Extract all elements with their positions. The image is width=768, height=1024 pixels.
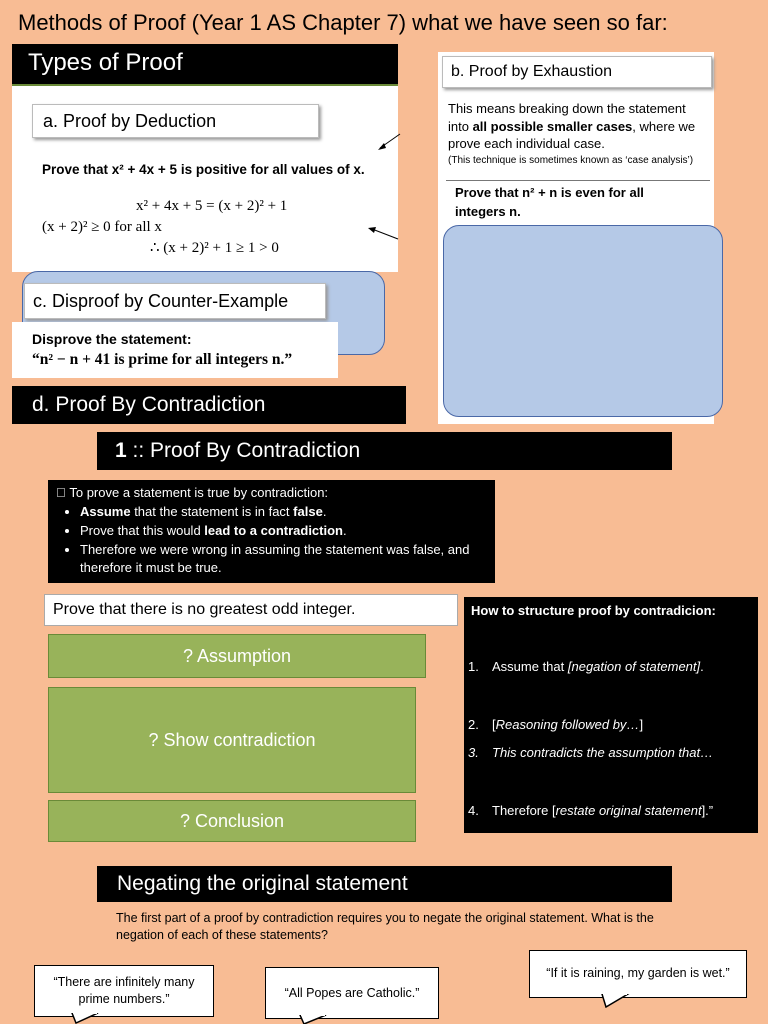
exhaustion-label-text: b. Proof by Exhaustion: [451, 63, 612, 80]
statement-1-text: “There are infinitely many prime numbers.”: [53, 975, 195, 1006]
contradiction-heading: [12, 386, 406, 424]
deduction-label-text: a. Proof by Deduction: [43, 111, 217, 131]
rules-list: [56, 503, 487, 578]
rules-box: [48, 480, 495, 583]
speech-tail-icon: [600, 994, 630, 1008]
structure-step-3: [468, 745, 752, 760]
speech-tail-icon: [70, 1013, 100, 1024]
exhaustion-prompt: Prove that n² + n is even for all integers n.: [455, 185, 644, 219]
structure-step-1: [468, 659, 752, 674]
negating-desc: The first part of a proof by contradiction requires you to negate the original statement. What is the negation of each of these statements?: [116, 911, 654, 942]
contradiction-heading-text: d. Proof By Contradiction: [32, 393, 266, 416]
structure-s1-b: [negation of statement]: [567, 659, 701, 674]
exhaustion-divider: [446, 180, 710, 181]
structure-s2-c: ]: [639, 717, 644, 732]
structure-number: 1.: [468, 659, 479, 674]
show-contradiction-button[interactable]: ? Show contradiction: [48, 687, 416, 793]
statement-3-text: “If it is raining, my garden is wet.”: [546, 966, 730, 980]
structure-s1-c: .: [700, 659, 704, 674]
rules-b2-b: lead to a contradiction: [204, 522, 343, 538]
types-heading-text: Types of Proof: [28, 49, 183, 76]
assumption-button[interactable]: ? Assumption: [48, 634, 426, 678]
deduction-label: [32, 104, 319, 138]
speech-tail-icon: [298, 1015, 328, 1024]
section-1-title: [115, 439, 360, 463]
statement-bubble-1: [34, 965, 214, 1017]
structure-number: 3.: [468, 745, 479, 760]
exhaustion-desc-bold: all possible smaller cases: [472, 118, 633, 134]
rules-item: • Therefore we were wrong in assuming the statement was false, and therefore it must be true.: [80, 541, 487, 579]
example-prompt-text: Prove that there is no greatest odd integer.: [53, 601, 356, 618]
exhaustion-desc-a: This means breaking down the statement into: [448, 101, 686, 134]
rules-b1-b: that the statement is in fact: [130, 503, 294, 519]
structure-number: 4.: [468, 803, 479, 818]
arrow-icon: [376, 132, 402, 152]
structure-s3: This contradicts the assumption that…: [492, 745, 714, 760]
structure-number: 2.: [468, 717, 479, 732]
rules-item: [80, 522, 487, 541]
exhaustion-answer-box[interactable]: [443, 225, 723, 417]
structure-box: [464, 597, 758, 833]
exhaustion-label: [442, 56, 712, 88]
conclusion-button[interactable]: ? Conclusion: [48, 800, 416, 842]
rules-b2-c: .: [342, 522, 347, 538]
section-1-bar: [97, 432, 672, 470]
counter-prompt-box: [12, 322, 338, 378]
exhaustion-desc-c: , where we prove each individual case.: [448, 118, 696, 152]
negating-title: Negating the original statement: [117, 872, 408, 895]
structure-s1-a: Assume that: [492, 659, 568, 674]
rules-b1-a: Assume: [80, 503, 131, 519]
rules-b2-a: Prove that this would: [80, 522, 205, 538]
structure-step-4: [468, 803, 752, 818]
statement-bubble-3: [529, 950, 747, 998]
exhaustion-desc: [448, 100, 710, 153]
exhaustion-note: (This technique is sometimes known as ‘case analysis’): [448, 155, 694, 166]
structure-step-2: [468, 717, 752, 732]
structure-s4-b: restate original statement: [555, 803, 702, 818]
page-title: Methods of Proof (Year 1 AS Chapter 7) what we have seen so far:: [18, 10, 668, 35]
types-heading: [12, 44, 398, 86]
rules-b1-d: .: [322, 503, 327, 519]
statement-bubble-2: [265, 967, 439, 1019]
deduction-line-3: ∴ (x + 2)² + 1 ≥ 1 > 0: [150, 240, 279, 256]
rules-item: [80, 503, 487, 522]
section-1-title-text: :: Proof By Contradiction: [126, 439, 361, 462]
section-1-number: 1: [115, 439, 127, 462]
structure-title: How to structure proof by contradicion:: [471, 603, 716, 618]
structure-s4-c: ].”: [701, 803, 714, 818]
structure-s2-a: [: [492, 717, 496, 732]
structure-s4-a: Therefore [: [492, 803, 556, 818]
statement-2-text: “All Popes are Catholic.”: [284, 986, 420, 1000]
rules-b1-c: false: [293, 503, 323, 519]
negating-bar: [97, 866, 672, 902]
counter-label: [24, 283, 326, 319]
deduction-line-1: x² + 4x + 5 = (x + 2)² + 1: [136, 198, 288, 214]
example-prompt: [44, 594, 458, 626]
structure-s2-b: Reasoning followed by…: [495, 717, 640, 732]
counter-label-text: c. Disproof by Counter-Example: [33, 291, 289, 311]
counter-prompt-a: Disprove the statement:: [32, 331, 192, 347]
rules-intro: 󰀀 To prove a statement is true by contradiction:: [56, 485, 329, 500]
arrow-icon: [366, 225, 400, 241]
deduction-line-2: (x + 2)² ≥ 0 for all x: [42, 219, 162, 235]
deduction-prompt: Prove that x² + 4x + 5 is positive for all values of x.: [42, 162, 365, 177]
counter-prompt-b: “n² − n + 41 is prime for all integers n.”: [32, 351, 293, 368]
